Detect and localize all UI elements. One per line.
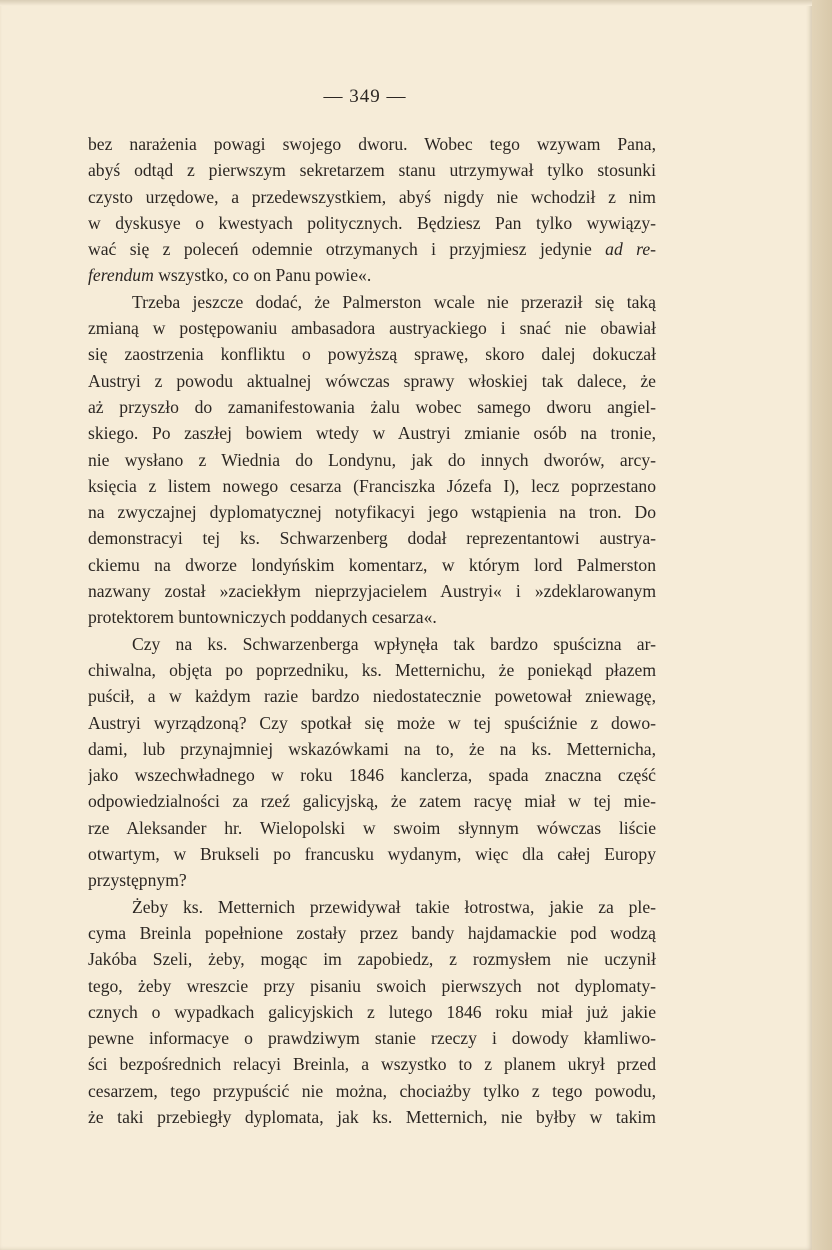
text-line: odpowiedzialności za rzeź galicyjską, że zatem racyę miał w tej mie- — [88, 791, 656, 812]
text-line: w dyskusye o kwestyach politycznych. Będziesz Pan tylko wywiązy- — [88, 212, 656, 233]
text-line: Czy na ks. Schwarzenberga wpłynęła tak bardzo spuścizna ar- — [132, 633, 656, 654]
text-line: skiego. Po zaszłej bowiem wtedy w Austryi zmianie osób na tronie, — [88, 423, 656, 444]
text-line: nie wysłano z Wiednia do Londynu, jak do innych dworów, arcy- — [88, 449, 656, 470]
text-line: Austryi wyrządzoną? Czy spotkał się może w tej spuściźnie z dowo- — [88, 712, 656, 733]
text-line: nazwany został »zaciekłym nieprzyjacielem Austryi« i »zdeklarowanym — [88, 581, 656, 602]
page-top-edge — [0, 0, 812, 6]
text-line: zmianą w postępowaniu ambasadora austryackiego i snać nie obawiał — [88, 318, 656, 339]
text-line: chiwalna, objęta po poprzedniku, ks. Metternichu, że poniekąd płazem — [88, 659, 656, 680]
page-right-edge — [812, 0, 832, 1250]
text-line: ści bezpośrednich relacyi Breinla, a wszystko to z planem ukrył przed — [88, 1054, 656, 1075]
text-line: demonstracyi tej ks. Schwarzenberg dodał reprezentantowi austrya- — [88, 528, 656, 549]
text-line: tego, żeby wreszcie przy pisaniu swoich pierwszych not dyplomaty- — [88, 975, 656, 996]
body-text — [88, 131, 656, 1130]
text-line: jako wszechwładnego w roku 1846 kanclerza, spada znaczna część — [88, 765, 656, 786]
text-line: Jakóba Szeli, żeby, mogąc im zapobiedz, z rozmysłem nie uczynił — [88, 949, 656, 970]
text-line: cznych o wypadkach galicyjskich z lutego 1846 roku miał już jakie — [88, 1001, 656, 1022]
text-line: protektorem buntowniczych poddanych cesarza«. — [88, 607, 437, 628]
text-line: Austryi z powodu aktualnej wówczas sprawy włoskiej tak dalece, że — [88, 370, 656, 391]
text-line: na zwyczajnej dyplomatycznej notyfikacyi jego wstąpienia na tron. Do — [88, 502, 656, 523]
text-line: bez narażenia powagi swojego dworu. Wobec tego wzywam Pana, — [88, 134, 656, 154]
text-line: księcia z listem nowego cesarza (Franciszka Józefa I), lecz poprzestano — [88, 475, 656, 496]
text-line: pewne informacye o prawdziwym stanie rzeczy i dowody kłamliwo- — [88, 1028, 656, 1049]
text-line: czysto urzędowe, a przedewszystkiem, abyś nigdy nie wchodził z nim — [88, 186, 656, 207]
text-line: aż przyszło do zamanifestowania żalu wobec samego dworu angiel- — [88, 396, 656, 417]
text-line: że taki przebiegły dyplomata, jak ks. Metternich, nie byłby w takim — [88, 1106, 656, 1127]
text-line: otwartym, w Brukseli po francusku wydanym, więc dla całej Europy — [88, 844, 656, 865]
text-line: ferendum wszystko, co on Panu powie«. — [88, 265, 372, 286]
text-line: dami, lub przynajmniej wskazówkami na to, że na ks. Metternicha, — [88, 738, 656, 759]
text-line: cyma Breinla popełnione zostały przez bandy hajdamackie pod wodzą — [88, 922, 656, 943]
text-line: abyś odtąd z pierwszym sekretarzem stanu utrzymywał tylko stosunki — [88, 160, 656, 181]
text-line: Trzeba jeszcze dodać, że Palmerston wcale nie przeraził się taką — [132, 291, 656, 312]
text-line: rze Aleksander hr. Wielopolski w swoim słynnym wówczas liście — [88, 817, 656, 838]
text-line: wać się z poleceń odemnie otrzymanych i przyjmiesz jedynie ad re- — [88, 239, 656, 260]
text-line: Żeby ks. Metternich przewidywał takie łotrostwa, jakie za ple- — [132, 896, 656, 917]
text-line: cesarzem, tego przypuścić nie można, chociażby tylko z tego powodu, — [88, 1080, 656, 1101]
text-line: puścił, a w każdym razie bardzo niedostatecznie powetował zniewagę, — [88, 686, 656, 707]
text-line: się zaostrzenia konfliktu o powyższą sprawę, skoro dalej dokuczał — [88, 344, 656, 365]
text-line: ckiemu na dworze londyńskim komentarz, w którym lord Palmerston — [88, 554, 656, 575]
page-number: — 349 — — [323, 86, 407, 107]
text-line: przystępnym? — [88, 870, 187, 891]
